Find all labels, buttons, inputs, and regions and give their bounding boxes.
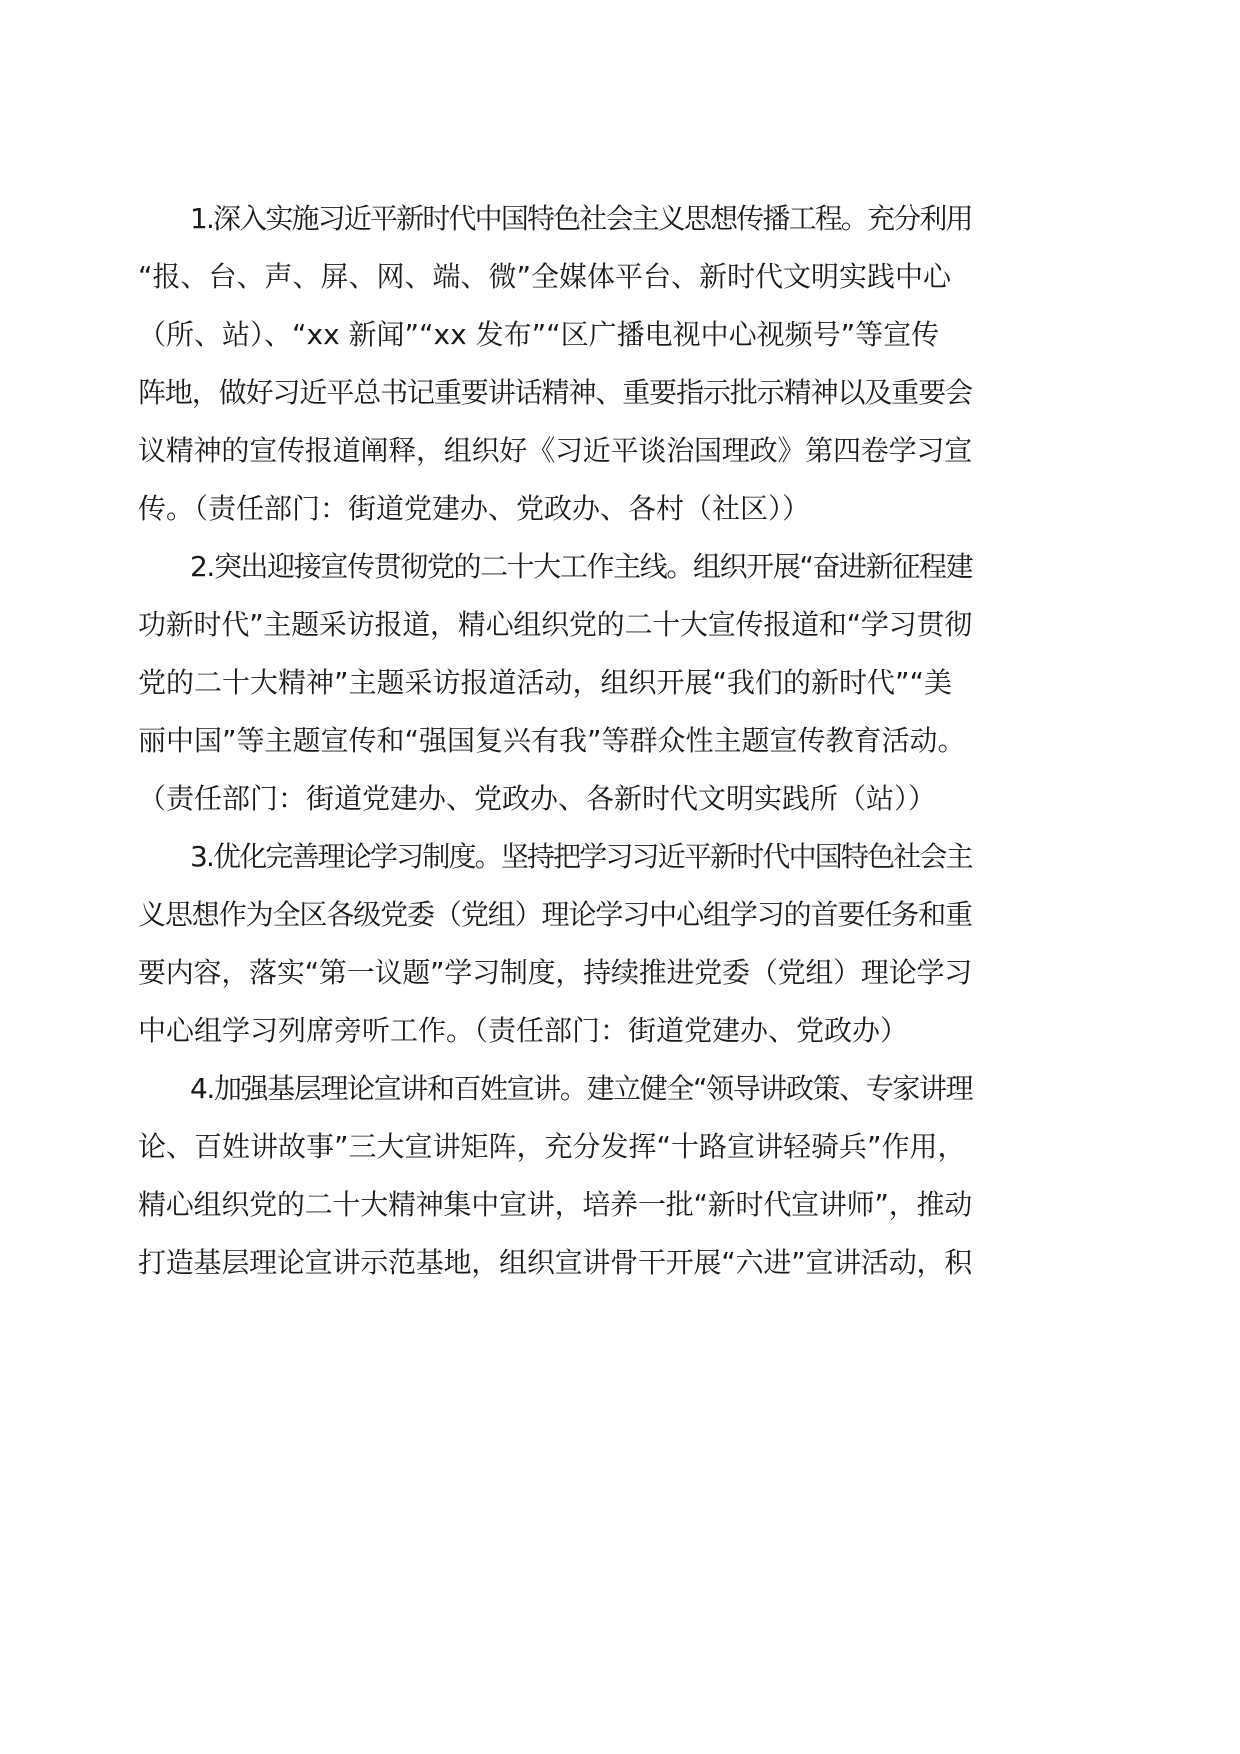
- text-line: （责任部门：街道党建办、党政办、各新时代文明实践所（站））: [138, 782, 937, 815]
- text-line: 传。（责任部门：街道党建办、党政办、各村（社区））: [138, 492, 811, 525]
- text-line: 议精神的宣传报道阐释，组织好《习近平谈治国理政》第四卷学习宣: [138, 434, 973, 467]
- text-line: “报、台、声、屏、网、端、微”全媒体平台、新时代文明实践中心: [138, 260, 952, 293]
- text-line: 丽中国”等主题宣传和“强国复兴有我”等群众性主题宣传教育活动。: [138, 724, 966, 757]
- text-line: 1.深入实施习近平新时代中国特色社会主义思想传播工程。充分利用: [190, 202, 972, 235]
- text-line: 4.加强基层理论宣讲和百姓宣讲。建立健全“领导讲政策、专家讲理: [190, 1072, 973, 1105]
- text-line: 打造基层理论宣讲示范基地，组织宣讲骨干开展“六进”宣讲活动，积: [138, 1246, 973, 1279]
- text-line: 精心组织党的二十大精神集中宣讲，培养一批“新时代宣讲师”，推动: [138, 1188, 973, 1221]
- text-line: 3.优化完善理论学习制度。坚持把学习习近平新时代中国特色社会主: [190, 840, 972, 873]
- text-line: 党的二十大精神”主题采访报道活动，组织开展“我们的新时代”“美: [138, 666, 953, 699]
- text-line: （所、站）、“xx 新闻”“xx 发布”“区广播电视中心视频号”等宣传: [138, 318, 940, 351]
- text-line: 2.突出迎接宣传贯彻党的二十大工作主线。组织开展“奋进新征程建: [190, 550, 973, 583]
- text-line: 中心组学习列席旁听工作。（责任部门：街道党建办、党政办）: [138, 1014, 909, 1047]
- text-line: 论、百姓讲故事”三大宣讲矩阵，充分发挥“十路宣讲轻骑兵”作用，: [138, 1130, 966, 1163]
- text-line: 功新时代”主题采访报道，精心组织党的二十大宣传报道和“学习贯彻: [138, 608, 973, 641]
- text-line: 要内容，落实“第一议题”学习制度，持续推进党委（党组）理论学习: [138, 956, 973, 989]
- text-line: 义思想作为全区各级党委（党组）理论学习中心组学习的首要任务和重: [138, 898, 973, 931]
- text-line: 阵地，做好习近平总书记重要讲话精神、重要指示批示精神以及重要会: [138, 376, 973, 409]
